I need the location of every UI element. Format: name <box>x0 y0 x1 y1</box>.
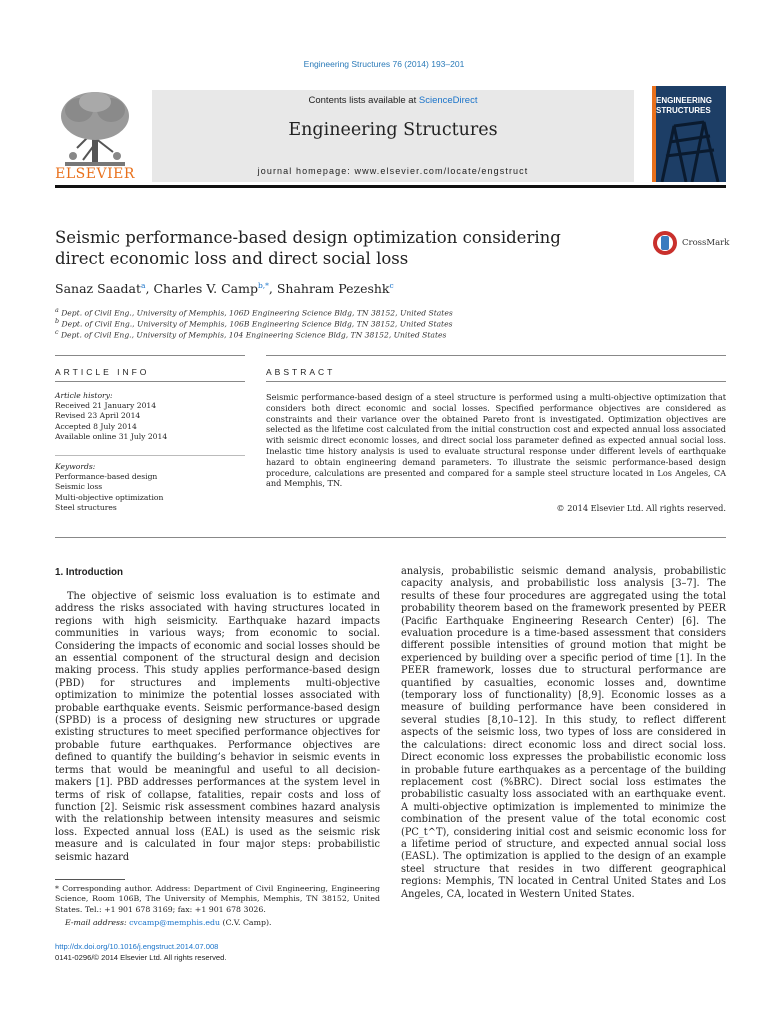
affiliation <box>55 329 446 340</box>
abstract-bottom-rule <box>55 537 726 538</box>
article-history <box>55 391 245 442</box>
abstract-copyright: © 2014 Elsevier Ltd. All rights reserved. <box>556 503 726 513</box>
affiliation <box>55 318 453 329</box>
affiliation <box>55 307 453 318</box>
journal-homepage[interactable]: journal homepage: www.elsevier.com/locate/engstruct <box>257 166 529 176</box>
doi-link[interactable]: http://dx.doi.org/10.1016/j.engstruct.2014.07.008 <box>55 942 219 951</box>
history-revised: Revised 23 April 2014 <box>55 411 141 421</box>
abstract-top-rule <box>266 355 726 356</box>
intro-paragraph-1: The objective of seismic loss evaluation is to estimate and address the risks associated with having structures located in regions with high seismicity. Earthquake hazard impacts communities in various ways; from economic to social. Considering the impacts of economic and social losses should be an essential component of the structural design and decision making process. This study applies performance-based design (PBD) for structures and implements multi-objective optimization to minimize the potential losses associated with probable earthquake events. Seismic performance-based design (SPBD) is a process of designing new structures or upgrade existing structures to meet specified performance objectives for probable future earthquakes. Performance objectives are defined to quantify the building’s behavior in seismic events in terms that would be meaningful and useful to all decision-makers [1]. PBD addresses performances at the system level in terms of risk of collapse, fatalities, repair costs and loss of function [2]. Seismic risk assessment combines hazard analysis with the relationship between intensity measures and seismic loss. Expected annual loss (EAL) is used as the seismic risk measure and is calculated in four major steps: probabilistic seismic hazard <box>55 591 380 863</box>
footnote-rule <box>55 879 125 880</box>
email-footnote <box>55 918 380 928</box>
affil-sup: a <box>55 307 59 314</box>
author-name[interactable]: Charles V. Camp <box>153 281 258 297</box>
email-label: E-mail address: <box>65 918 130 927</box>
intro-left-column <box>55 591 380 864</box>
keyword-item: Multi-objective optimization <box>55 492 164 502</box>
paper-title: Seismic performance-based design optimization considering direct economic loss and direct social loss <box>55 228 561 268</box>
crossmark-icon <box>652 230 678 256</box>
affil-text: Dept. of Civil Eng., University of Memphis, 106B Engineering Science Bldg, TN 38152, United States <box>61 319 453 329</box>
header-rule <box>55 185 726 188</box>
crossmark-button[interactable] <box>652 230 732 258</box>
info-rule <box>55 381 245 382</box>
crossmark-label: CrossMark <box>682 238 730 248</box>
article-info-heading: ARTICLE INFO <box>55 367 150 377</box>
author-name[interactable]: Shahram Pezeshk <box>276 281 390 297</box>
cover-title-line-1: ENGINEERING <box>656 96 713 105</box>
affil-sup: b <box>55 318 60 325</box>
affil-sup: c <box>55 329 59 336</box>
affil-text: Dept. of Civil Eng., University of Memphis, 104 Engineering Science Bldg, TN 38152, United States <box>60 330 447 340</box>
section-heading: 1. Introduction <box>55 567 124 578</box>
intro-right-column <box>401 566 726 901</box>
keyword-item: Steel structures <box>55 502 117 512</box>
abstract-text: Seismic performance-based design of a steel structure is performed using a multi-objective optimization that considers both direct economic and social losses. Specified performance objectives are considered as constraints and their variance over the obtained Pareto front is investigated. Optimization objectives are selected as the lifetime cost calculated from the initial construction cost and expected annual loss associated with seismic direct economic losses, and direct social loss parameter defined as expected annual social loss. Inelastic time history analysis is used to evaluate structural response under different levels of earthquake hazard to obtain engineering demand parameters. To illustrate the seismic performance-based design procedure, calculations are presented and compared for a sample steel structure located in Los Angeles, CA and Memphis, TN. <box>266 392 726 489</box>
author-name[interactable]: Sanaz Saadat <box>55 281 142 297</box>
corresponding-footnote: * Corresponding author. Address: Department of Civil Engineering, Engineering Science, Room 106B, The University of Memphis, Memphis, TN 38152, United States. Tel.: +1 901 678 3169; fax: +1 901 678 3026. <box>55 884 380 914</box>
history-received: Received 21 January 2014 <box>55 401 157 411</box>
info-top-rule <box>55 355 245 356</box>
abstract-heading: ABSTRACT <box>266 367 336 377</box>
keywords <box>55 462 245 513</box>
cover-title-line-2: STRUCTURES <box>656 106 711 115</box>
keywords-rule <box>55 455 245 456</box>
author-list: Sanaz Saadat$^a$, Charles V. Camp$^{b,*}$, Shahram Pezeshk$^c$ <box>55 281 394 297</box>
history-accepted: Accepted 8 July 2014 <box>55 421 137 431</box>
journal-cover-image <box>652 86 726 182</box>
journal-title: Engineering Structures <box>288 120 498 140</box>
email-link[interactable]: cvcamp@memphis.edu <box>129 918 221 927</box>
keywords-label: Keywords: <box>55 462 96 471</box>
keyword-item: Seismic loss <box>55 482 103 492</box>
issn-line: 0141-0296/© 2014 Elsevier Ltd. All rights reserved. <box>55 952 227 962</box>
tree-icon <box>55 88 135 170</box>
contents-line <box>152 95 634 106</box>
intro-paragraph-2: analysis, probabilistic seismic demand analysis, probabilistic capacity analysis, and probabilistic loss analysis [3–7]. The results of these four procedures are aggregated using the total probability theorem based on the framework presented by PEER (Pacific Earthquake Engineering Research Center) [6]. The evaluation procedure is a time-based assessment that considers different possible intensities of ground motion that might be experienced by building over a specific period of time [1]. In the PEER framework, losses due to structural performance are quantified by casualties, economic losses and, downtime (temporary loss of functionality) [8,9]. Economic losses as a measure of building performance have been considered in several studies [8,10–12]. In this study, to reflect different aspects of the seismic loss, two types of loss are considered in the calculations: direct economic loss and direct social loss. Direct economic loss expresses the probabilistic economic loss in probable future earthquakes as a percentage of the building replacement cost (%BRC). Direct social loss estimates the probabilistic casualty loss associated with an earthquake event. A multi-objective optimization is implemented to minimize the combination of the present value of the total economic cost (PC_t^T), considering initial cost and seismic economic loss for a lifetime period of structure, and expected annual social loss (EASL). The optimization is applied to the design of an example steel structure that resides in two different geographical regions: Memphis, TN located in Central United States and Los Angeles, CA, located in Western United States. <box>401 566 726 900</box>
journal-citation[interactable]: Engineering Structures 76 (2014) 193–201 <box>303 59 465 69</box>
history-online: Available online 31 July 2014 <box>55 431 168 441</box>
elsevier-logo <box>55 88 135 184</box>
steel-frame-icon <box>652 86 726 182</box>
author-affil-sup[interactable]: c <box>389 281 394 290</box>
publisher-name: ELSEVIER <box>55 166 135 182</box>
affil-text: Dept. of Civil Eng., University of Memphis, 106D Engineering Science Bldg, TN 38152, United States <box>61 308 453 318</box>
author-affil-sup[interactable]: a <box>141 281 146 290</box>
doi-block <box>55 942 227 963</box>
abstract-rule <box>266 381 726 382</box>
email-suffix: (C.V. Camp). <box>220 918 272 927</box>
contents-prefix: Contents lists available at <box>308 95 419 106</box>
history-label: Article history: <box>55 391 113 400</box>
author-affil-sup[interactable]: b,* <box>257 281 269 290</box>
keyword-item: Performance-based design <box>55 472 158 482</box>
sciencedirect-link[interactable]: ScienceDirect <box>418 95 478 106</box>
